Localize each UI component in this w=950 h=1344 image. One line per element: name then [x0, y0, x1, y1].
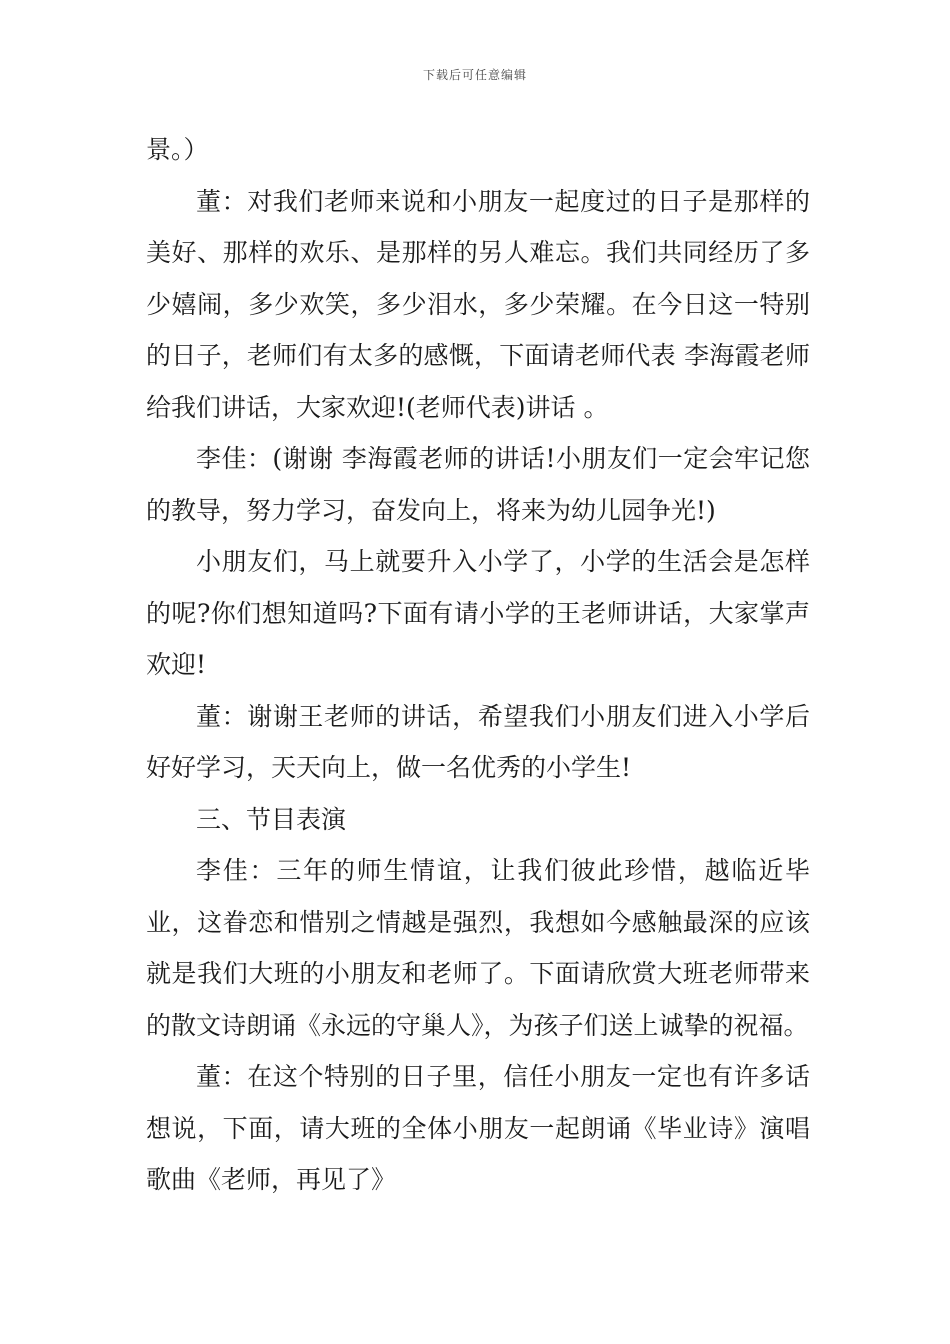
- page-header: 下载后可任意编辑: [422, 68, 527, 82]
- paragraph-1: 景。）: [146, 135, 209, 164]
- paragraph-4: 小朋友们，马上就要升入小学了，小学的生活会是怎样的呢?你们想知道吗?下面有请小学的王老师讲话，大家掌声欢迎!: [146, 547, 810, 679]
- paragraph-2: 董：对我们老师来说和小朋友一起度过的日子是那样的美好、那样的欢乐、是那样的另人难忘。我们共同经历了多少嬉闹，多少欢笑，多少泪水，多少荣耀。在今日这一特别的日子，老师们有太多的感慨，下面请老师代表 李海霞老师给我们讲话，大家欢迎!(老师代表)讲话 。: [146, 186, 810, 422]
- paragraph-7: 董：在这个特别的日子里，信任小朋友一定也有许多话想说，下面，请大班的全体小朋友一起朗诵《毕业诗》演唱歌曲《老师，再见了》: [146, 1062, 810, 1194]
- paragraph-3: 李佳：(谢谢 李海霞老师的讲话!小朋友们一定会牢记您的教导，努力学习，奋发向上，将来为幼儿园争光!): [146, 444, 810, 525]
- document-body: [146, 124, 810, 1206]
- section-heading: 三、节目表演: [196, 804, 347, 834]
- paragraph-6: 李佳：三年的师生情谊，让我们彼此珍惜，越临近毕业，这眷恋和惜别之情越是强烈，我想如今感触最深的应该就是我们大班的小朋友和老师了。下面请欣赏大班老师带来的散文诗朗诵《永远的守巢人》，为孩子们送上诚挚的祝福。: [146, 856, 810, 1040]
- paragraph-5: 董：谢谢王老师的讲话，希望我们小朋友们进入小学后好好学习，天天向上，做一名优秀的小学生!: [146, 701, 810, 782]
